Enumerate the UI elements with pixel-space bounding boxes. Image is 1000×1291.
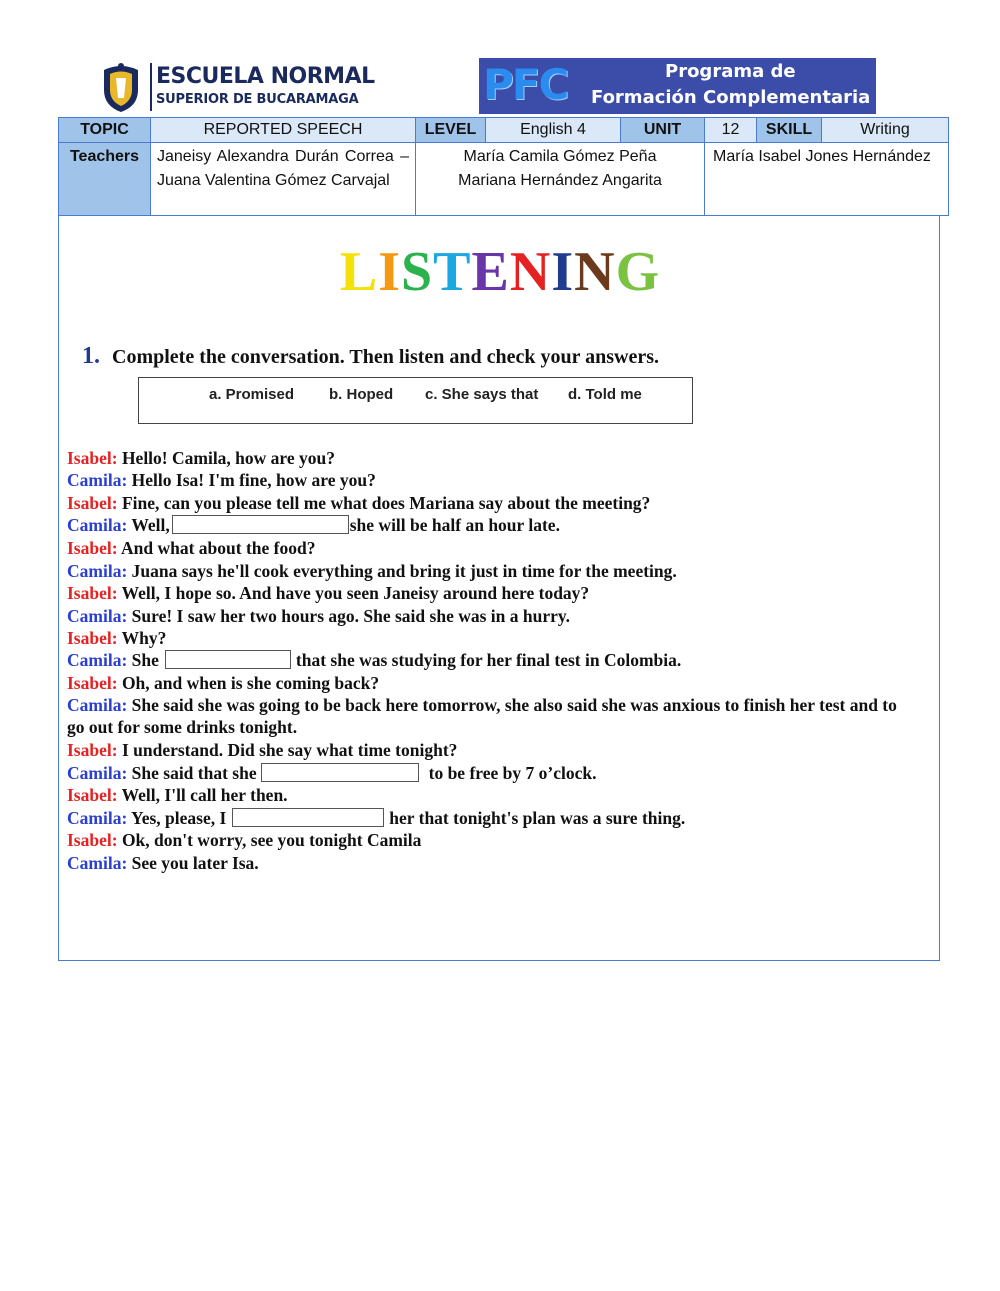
dialogue-line <box>67 537 917 559</box>
dialogue-line <box>67 447 917 469</box>
dialogue-line <box>67 492 917 514</box>
line-text: Fine, can you please tell me what does Mariana say about the meeting? <box>121 493 651 513</box>
info-row-2 <box>59 143 949 216</box>
unit-value: 12 <box>705 118 757 143</box>
speaker-isabel: Isabel: <box>67 628 118 648</box>
dialogue-line <box>67 694 917 738</box>
speaker-camila: Camila: <box>67 650 128 670</box>
unit-label: UNIT <box>621 118 705 143</box>
speaker-camila: Camila: <box>67 515 128 535</box>
skill-value: Writing <box>822 118 949 143</box>
speaker-isabel: Isabel: <box>67 740 118 760</box>
line-text: Hello! Camila, how are you? <box>121 448 336 468</box>
word-option: d. Told me <box>568 386 642 403</box>
dialogue-line <box>67 762 917 784</box>
topic-label: TOPIC <box>59 118 151 143</box>
school-crest-icon <box>98 60 144 114</box>
line-text: Well, I hope so. And have you seen Janeisy around here today? <box>121 583 590 603</box>
info-table <box>58 117 949 216</box>
speaker-isabel: Isabel: <box>67 538 118 558</box>
line-text: And what about the food? <box>120 538 316 558</box>
title-letter: T <box>433 241 472 303</box>
speaker-isabel: Isabel: <box>67 583 118 603</box>
speaker-camila: Camila: <box>67 606 128 626</box>
line-text: Why? <box>121 628 167 648</box>
teachers-group-3: María Isabel Jones Hernández <box>705 143 949 216</box>
speaker-camila: Camila: <box>67 695 128 715</box>
line-text: Juana says he'll cook everything and bring it just in time for the meeting. <box>131 561 677 581</box>
dialogue-line <box>67 649 917 671</box>
teacher-name: María Camila Gómez Peña <box>463 148 657 165</box>
title-letter: N <box>574 241 616 303</box>
title-letter: G <box>615 241 661 303</box>
skill-label: SKILL <box>757 118 822 143</box>
title-letter: L <box>339 241 379 303</box>
line-text: Hello Isa! I'm fine, how are you? <box>131 470 376 490</box>
dialogue-line <box>67 672 917 694</box>
speaker-isabel: Isabel: <box>67 830 118 850</box>
dialogue-line <box>67 514 917 536</box>
speaker-camila: Camila: <box>67 763 128 783</box>
word-option: b. Hoped <box>329 386 394 403</box>
line-text: I understand. Did she say what time tonight? <box>121 740 458 760</box>
speaker-camila: Camila: <box>67 561 128 581</box>
level-value: English 4 <box>486 118 621 143</box>
speaker-camila: Camila: <box>67 808 128 828</box>
teacher-name: Mariana Hernández Angarita <box>458 172 662 189</box>
line-text: She said that she <box>131 763 257 783</box>
title-letter: S <box>401 241 434 303</box>
line-text: See you later Isa. <box>131 853 259 873</box>
dialogue-line <box>67 605 917 627</box>
pfc-mark: PFC <box>483 60 568 109</box>
program-logo <box>479 58 876 114</box>
answer-blank-2[interactable] <box>165 650 291 669</box>
dialogue-line <box>67 582 917 604</box>
line-text: Sure! I saw her two hours ago. She said she was in a hurry. <box>131 606 571 626</box>
line-text: She said she was going to be back here tomorrow, she also said she was anxious to finish her test and to go out for some drinks tonight. <box>67 695 897 737</box>
dialogue-line <box>67 852 917 874</box>
speaker-isabel: Isabel: <box>67 448 118 468</box>
answer-blank-1[interactable] <box>172 515 349 534</box>
exercise-instruction: Complete the conversation. Then listen and check your answers. <box>112 346 660 368</box>
word-bank <box>138 377 693 424</box>
line-text: Well, <box>131 515 170 535</box>
page-title <box>0 240 1000 304</box>
school-logo <box>98 60 378 116</box>
line-text: Yes, please, I <box>131 808 227 828</box>
speaker-camila: Camila: <box>67 853 128 873</box>
teachers-group-2 <box>416 143 705 216</box>
speaker-isabel: Isabel: <box>67 493 118 513</box>
line-text: to be free by 7 o’clock. <box>428 763 597 783</box>
teachers-group-1: Janeisy Alexandra Durán Correa – Juana Valentina Gómez Carvajal <box>151 143 416 216</box>
line-text: her that tonight's plan was a sure thing. <box>389 808 686 828</box>
dialogue-line <box>67 829 917 851</box>
dialogue-line <box>67 469 917 491</box>
level-label: LEVEL <box>416 118 486 143</box>
title-letter: E <box>471 241 510 303</box>
answer-blank-4[interactable] <box>232 808 384 827</box>
line-text: She <box>131 650 159 670</box>
speaker-isabel: Isabel: <box>67 673 118 693</box>
logo-divider <box>150 63 152 111</box>
title-letter: I <box>551 241 575 303</box>
line-text: she will be half an hour late. <box>349 515 560 535</box>
teachers-label: Teachers <box>59 143 151 216</box>
word-option: a. Promised <box>209 386 295 403</box>
dialogue-line <box>67 739 917 761</box>
dialogue-line <box>67 627 917 649</box>
dialogue-line <box>67 784 917 806</box>
speaker-camila: Camila: <box>67 470 128 490</box>
topic-value: REPORTED SPEECH <box>151 118 416 143</box>
answer-blank-3[interactable] <box>261 763 419 782</box>
exercise-number: 1. <box>82 343 100 369</box>
school-name-line2: SUPERIOR DE BUCARAMAGA <box>156 92 359 107</box>
dialogue-line <box>67 560 917 582</box>
title-letter: N <box>509 241 552 303</box>
line-text: Ok, don't worry, see you tonight Camila <box>121 830 422 850</box>
program-name-line1: Programa de <box>665 61 796 82</box>
info-row-1 <box>59 118 949 143</box>
line-text: Well, I'll call her then. <box>121 785 288 805</box>
dialogue-line <box>67 807 917 829</box>
program-name-line2: Formación Complementaria <box>591 87 871 108</box>
line-text: that she was studying for her final test in Colombia. <box>295 650 682 670</box>
word-option: c. She says that <box>425 386 539 403</box>
speaker-isabel: Isabel: <box>67 785 118 805</box>
line-text: Oh, and when is she coming back? <box>121 673 380 693</box>
school-name-line1: ESCUELA NORMAL <box>156 64 375 89</box>
title-letter: I <box>378 241 401 303</box>
